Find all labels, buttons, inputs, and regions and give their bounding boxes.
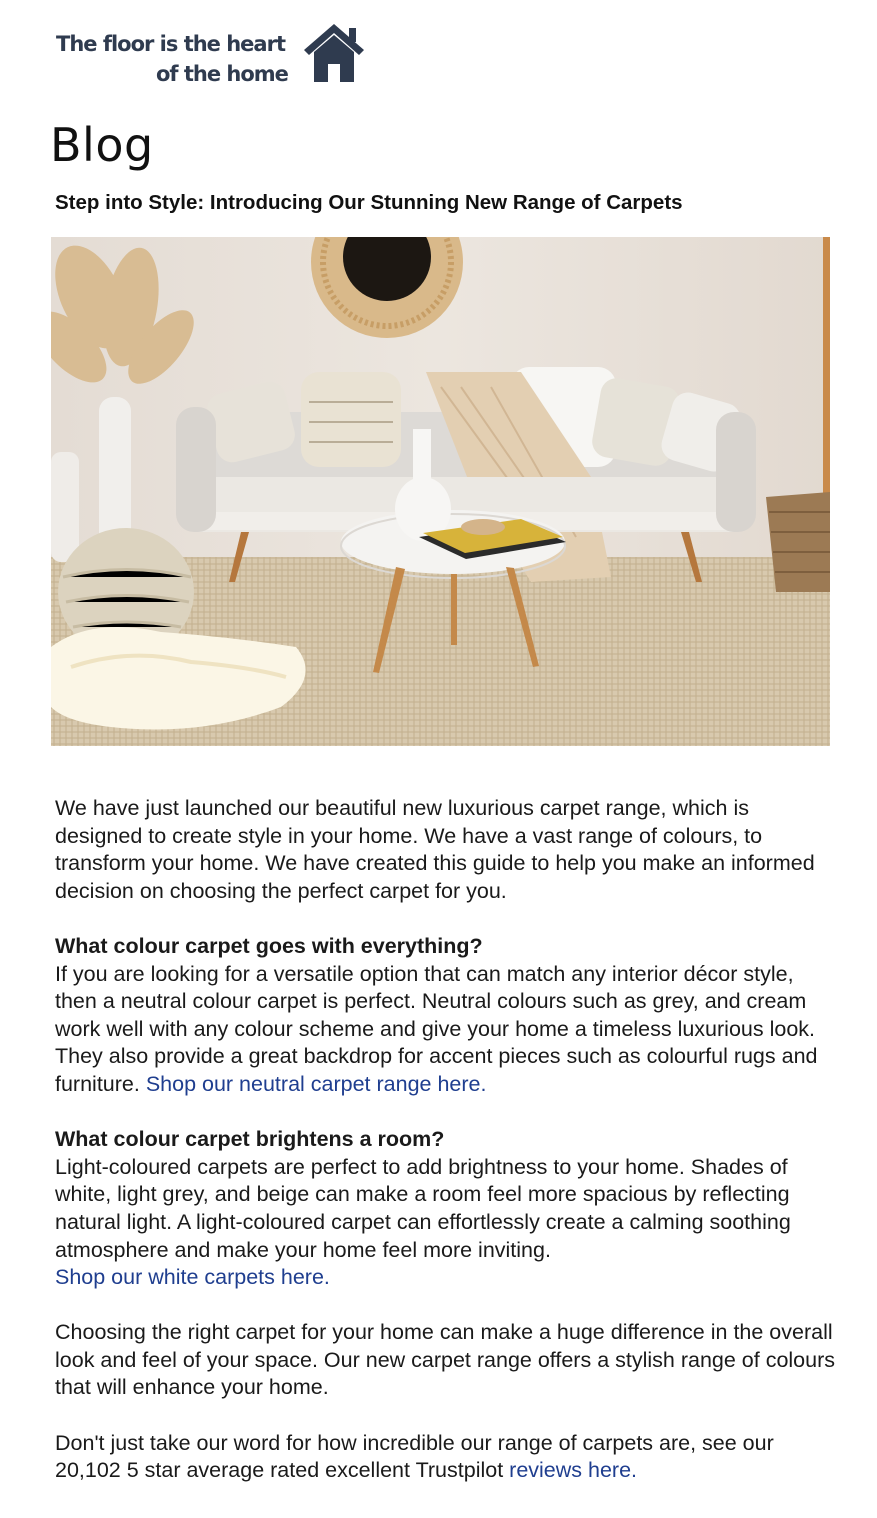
page-title: Blog	[50, 118, 154, 172]
logo-text-line1: The floor is the heart	[56, 32, 285, 56]
site-logo[interactable]	[56, 18, 376, 90]
post-title: Step into Style: Introducing Our Stunning New Range of Carpets	[55, 191, 683, 214]
section-neutral-heading: What colour carpet goes with everything?	[55, 933, 483, 958]
trustpilot-text: Don't just take our word for how incredible our range of carpets are, see our 20,102 5 star average rated excellent Trustpilot	[55, 1430, 774, 1483]
post-hero-image	[51, 237, 830, 746]
living-room-illustration	[51, 237, 830, 746]
section-bright-body: Light-coloured carpets are perfect to add brightness to your home. Shades of white, light grey, and beige can make a room feel more spacious by reflecting natural light. A light-coloured carpet can effortlessly create a calming soothing atmosphere and make your home feel more inviting.	[55, 1154, 791, 1262]
trustpilot-paragraph	[55, 1430, 835, 1485]
section-neutral-body: If you are looking for a versatile option that can match any interior décor style, then a neutral colour carpet is perfect. Neutral colours such as grey, and cream work well with any colour scheme and give your home a timeless luxurious look. They also provide a great backdrop for accent pieces such as colourful rugs and furniture.	[55, 961, 818, 1096]
reviews-link[interactable]: reviews here.	[509, 1458, 638, 1483]
post-article	[55, 795, 835, 1512]
post-intro: We have just launched our beautiful new luxurious carpet range, which is designed to create style in your home. We have a vast range of colours, to transform your home. We have created this guide to help you make an informed decision on choosing the perfect carpet for you.	[55, 796, 815, 903]
neutral-carpet-link[interactable]: Shop our neutral carpet range here.	[145, 1071, 487, 1096]
logo-text-line2: of the home	[156, 62, 288, 86]
section-bright	[55, 1126, 835, 1292]
white-carpet-link[interactable]: Shop our white carpets here.	[55, 1265, 330, 1290]
section-bright-heading: What colour carpet brightens a room?	[55, 1127, 445, 1152]
post-closing: Choosing the right carpet for your home can make a huge difference in the overall look and feel of your space. Our new carpet range offers a stylish range of colours that will enhance your home.	[55, 1320, 836, 1400]
section-neutral	[55, 933, 835, 1099]
house-icon	[300, 20, 368, 86]
